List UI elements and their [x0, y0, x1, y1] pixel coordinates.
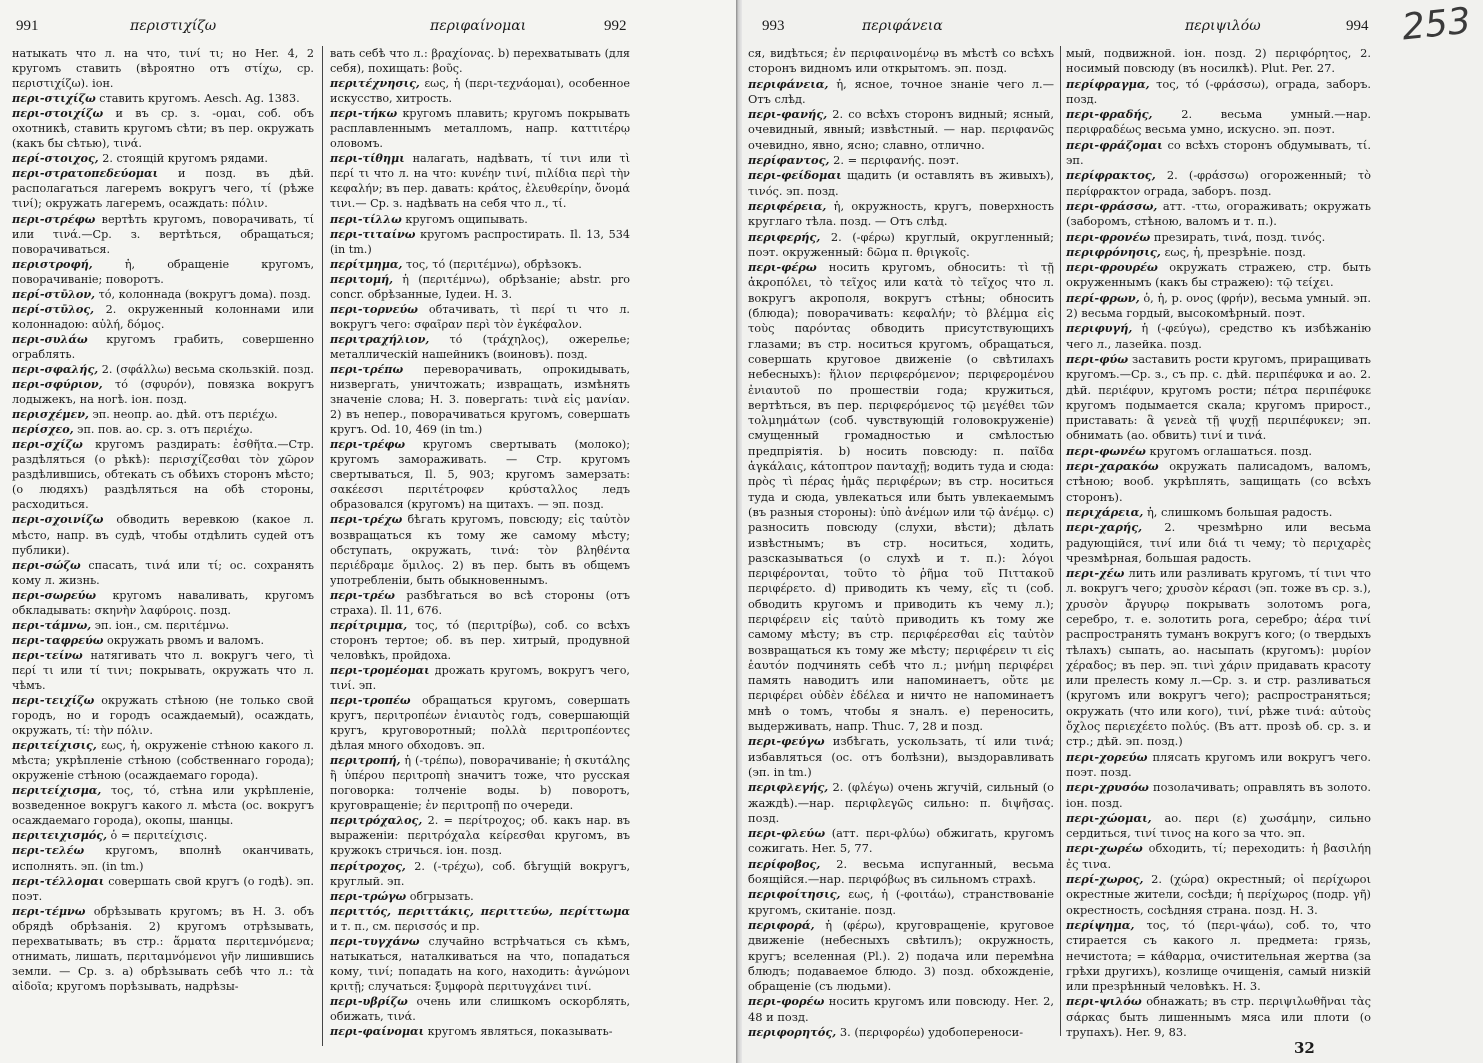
dictionary-entry — [12, 843, 314, 873]
dictionary-entry — [330, 859, 630, 889]
entry-definition: ся, видѣться; ἐν περιφαινομένῳ въ мѣстѣ со всѣхъ сторонъ видномъ или открытомъ. эп. позд. — [748, 46, 1054, 76]
entry-headword: περιτραχήλιον, — [330, 331, 430, 346]
entry-definition: ἡ, слишкомъ большая радость. — [1146, 504, 1333, 519]
dictionary-entry — [330, 889, 630, 904]
entry-headword: περιχάρεια, — [1066, 504, 1144, 519]
dictionary-entry — [330, 302, 630, 332]
entry-definition: (атт. περι-φλύω) обжигать, кругомъ сожигать. Her. 5, 77. — [748, 826, 1054, 856]
entry-definition: εως, ἡ (περι-τεχνάομαι), особенное искусство, хитрость. — [330, 77, 630, 106]
entry-headword: περι-χρυσόω — [1066, 780, 1149, 795]
entry-definition: случайно встрѣчаться съ кѣмъ, натыкаться, наталкиваться на что, попадаться кому, τινί; попадать на кого, находить: ἀγνώμονι κριτῇ; случаться: ξυμφορὰ περιτυγχάνει τινί. — [330, 934, 631, 993]
entry-headword: περι-χέω — [1066, 566, 1125, 581]
entry-definition: вать себѣ что л.: βραχίονας. b) перехватывать (для себя), похищать: βοῦς. — [330, 47, 630, 76]
entry-headword: περι-τρέφω — [330, 437, 406, 452]
dictionary-entry — [12, 106, 314, 151]
entry-headword: περί-στῡλος, — [12, 301, 95, 316]
entry-definition: щадить (и оставлять въ живыхъ), τινός. эп. позд. — [748, 168, 1055, 198]
entry-headword: περίτροχος, — [330, 858, 406, 873]
entry-definition: эп. неопр. ао. дѣй. отъ περιέχω. — [92, 408, 278, 422]
entry-headword: περιτρόχαλος, — [330, 813, 423, 828]
dictionary-entry — [1066, 872, 1371, 918]
entry-definition: τό, колоннада (вокругъ дома). позд. — [98, 287, 311, 301]
entry-definition: вертѣть кругомъ, поворачивать, τί или τινά.—Ср. з. вертѣться, обращаться; поворачиваться. — [12, 212, 314, 256]
entry-definition: 2. (χώρα) окрестный; οἱ περίχωροι окрестные жители, сосѣди; ἡ περίχωρος (подр. γῆ) окрестность, сосѣдняя страна. позд. Н. 3. — [1066, 872, 1372, 917]
dictionary-entry — [330, 106, 630, 151]
dictionary-entry — [330, 618, 630, 663]
dictionary-entry — [1066, 46, 1371, 77]
entry-definition: 2. окруженный колоннами или колоннадою: αὐλή, δόμος. — [12, 302, 314, 331]
entry-headword: περι-τίθημι — [330, 151, 405, 166]
dictionary-entry — [1066, 811, 1371, 842]
dictionary-entry — [12, 558, 314, 588]
right-column-2 — [1066, 46, 1371, 1040]
dictionary-entry — [1066, 505, 1371, 520]
left-column-2 — [330, 46, 630, 1039]
dictionary-entry — [330, 227, 630, 257]
dictionary-entry — [1066, 750, 1371, 781]
dictionary-entry — [330, 1024, 630, 1039]
entry-headword: περι-τέλλομαι — [12, 873, 105, 888]
dictionary-entry — [748, 199, 1054, 230]
entry-headword: περι-τυγχάνω — [330, 933, 420, 948]
entry-definition: кругомъ оглашаться. позд. — [1149, 443, 1313, 458]
left-page — [0, 0, 736, 1063]
entry-headword: περιτέχνησις, — [330, 76, 420, 91]
entry-headword: περιφερής, — [748, 229, 821, 244]
dictionary-entry — [748, 826, 1054, 857]
entry-definition: окружать стѣною (не только свой городъ, но и городъ осаждаемый), осаждать, окружать, τί: τὴν πόλιν. — [12, 694, 314, 738]
entry-definition: 2. (σφάλλω) весьма скользкій. позд. — [101, 362, 314, 376]
entry-headword: περι-ταφρεύω — [12, 632, 104, 647]
entry-headword: περισχέμεν, — [12, 407, 89, 422]
right-page — [742, 0, 1483, 1063]
entry-headword: περι-σχοινίζω — [12, 512, 104, 527]
dictionary-entry — [330, 813, 630, 858]
entry-definition: переворачивать, опрокидывать, низвергать, уничтожать; извращать, измѣнять значеніе слова; Н. 3. повергать: τινὰ εἰς μανίαν. 2) въ непер., поворачиваться кругомъ, совершать кругъ. Od. 10, 469 (in tm.) — [330, 362, 630, 437]
entry-definition: позолачивать; оправлять въ золото. іон. позд. — [1066, 780, 1371, 810]
entry-definition: ἡ (-τρέπω), поворачиваніе; ἡ σκυτάλης ἢ ὑπέρου περιτροπὴ значитъ тоже, что русская поговорка: толченіе воды. b) поворотъ, круговращеніе; ἐν περιτροπῇ по очереди. — [330, 754, 630, 813]
entry-headword: περι-τειχίζω — [12, 693, 95, 708]
entry-headword: περι-φρουρέω — [1066, 260, 1158, 275]
entry-headword: περι-συλάω — [12, 331, 88, 346]
dictionary-entry — [12, 287, 314, 302]
entry-headword: περί-στοιχος, — [12, 151, 99, 166]
entry-headword: περι-υβρίζω — [330, 993, 408, 1008]
dictionary-entry — [1066, 138, 1371, 169]
entry-definition: окружать рвомъ и валомъ. — [106, 633, 265, 647]
dictionary-entry — [12, 46, 314, 91]
entry-headword: περι-τήκω — [330, 106, 398, 121]
entry-definition: τος, τό (περιτέμνω), обрѣзокъ. — [405, 257, 582, 271]
entry-definition: атт. -ττω, огораживать; окружать (заборомъ, стѣною, валомъ и т. п.). — [1066, 198, 1371, 229]
entry-definition: ао. περι (ε) χωσάμην, сильно сердиться, τινί τινος на кого за что. эп. — [1066, 810, 1371, 841]
entry-headword: περιφάνεια, — [748, 76, 829, 91]
entry-headword: περι-φωνέω — [1066, 443, 1146, 458]
entry-headword: περιφορά, — [748, 917, 815, 932]
entry-headword: περί-χωρος, — [1066, 872, 1144, 887]
dictionary-entry — [12, 332, 314, 362]
entry-definition: спасать, τινά или τί; ос. сохранять кому л. жизнь. — [12, 558, 314, 587]
dictionary-entry — [1066, 168, 1371, 199]
entry-headword: περιτροπή, — [330, 753, 401, 768]
dictionary-entry — [1066, 260, 1371, 291]
dictionary-entry — [330, 46, 630, 76]
entry-headword: περιστροφή, — [12, 256, 93, 271]
entry-definition: 2. = περιφανής. поэт. — [833, 153, 960, 168]
entry-definition: носить кругомъ или повсюду. Her. 2, 48 и позд. — [748, 994, 1054, 1024]
entry-definition: 2. весьма испуганный, весьма боящійся.—нар. περιφόβως въ сильномъ страхѣ. — [748, 856, 1054, 887]
dictionary-entry — [330, 753, 630, 813]
dictionary-entry — [330, 934, 630, 994]
entry-definition: обнажать; въ стр. περιψιλωθῆναι τὰς σάρκας быть лишеннымъ мяса или плоти (о трупахъ). Her. 9, 83. — [1066, 994, 1371, 1039]
dictionary-entry — [1066, 77, 1371, 108]
entry-headword: περι-τάμνω, — [12, 617, 92, 632]
dictionary-entry — [748, 77, 1054, 108]
dictionary-entry — [12, 648, 314, 693]
entry-headword: περι-τροπέω — [330, 693, 411, 708]
entry-headword: περι-τορνεύω — [330, 301, 418, 316]
entry-definition: натягивать что л. вокругъ чего, τὶ περί τι или τί τινι; покрывать, окружать что л. чѣмъ. — [12, 648, 314, 692]
entry-definition: ὁ = περιτείχισις. — [110, 829, 208, 843]
entry-definition: заставить рости кругомъ, приращивать кругомъ.—Ср. з., съ пр. с. дѣй. περιπέφυκα и ао. 2. дѣй. περιέφυν, кругомъ рости; πέτρα περιπέφυκε кругомъ подымается скала; кругомъ прирост., приставать: ἃ γενεὰ τῇ ψυχῇ περιπέφυκεν; эп. обнимать (ао. обвить) τινί и τινά. — [1066, 351, 1371, 443]
dictionary-entry — [748, 46, 1054, 77]
entry-definition: 2. (-φράσσω) огороженный; τὸ περίφρακτον ограда, заборъ. позд. — [1066, 168, 1372, 198]
entry-headword: περίφοβος, — [748, 856, 821, 871]
entry-headword: περίφρακτος, — [1066, 168, 1156, 183]
handwritten-page-number: 253 — [1400, 0, 1473, 49]
entry-headword: περι-τίλλω — [330, 211, 402, 226]
entry-headword: περι-φραδής, — [1066, 107, 1153, 122]
dictionary-entry — [748, 857, 1054, 888]
entry-definition: τος, τό (-φράσσω), ограда, заборъ. позд. — [1066, 76, 1371, 106]
entry-definition: дрожать кругомъ, вокругъ чего, τινί. эп. — [330, 663, 630, 692]
entry-definition: и позд. въ дѣй. располагаться лагеремъ вокругъ чего, τί (рѣже τινί); окружать лагеремъ, осаждать: πόλιν. — [12, 167, 314, 211]
entry-headword: περιφρόνησις, — [1066, 244, 1161, 259]
entry-headword: περι-ψιλόω — [1066, 994, 1142, 1009]
dictionary-entry — [1066, 459, 1371, 505]
entry-definition: кругомъ грабить, совершенно ограблять. — [12, 332, 314, 361]
entry-headword: περι-φανής, — [748, 107, 828, 122]
entry-headword: περι-τρέπω — [330, 361, 404, 376]
entry-definition: 2. весьма умный.—нар. περιφραδέως весьма умно, искусно. эп. поэт. — [1066, 107, 1371, 137]
dictionary-entry — [12, 166, 314, 211]
page-number-994: 994 — [1346, 18, 1369, 34]
entry-headword: περιφορητός, — [748, 1025, 837, 1039]
entry-headword: περι-χορεύω — [1066, 749, 1148, 764]
dictionary-entry — [330, 512, 630, 587]
entry-definition: τος, τό (περι-ψάω), соб. то, что стирается съ какого л. предмета: грязь, нечистота; = κάθαρμα, очистительная жертва (за грѣхи другихъ), козлище очищенія, самый низкій или презрѣнный человѣкъ. Н. 3. — [1066, 917, 1371, 994]
dictionary-entry — [1066, 291, 1371, 322]
entry-definition: очень или слишкомъ оскорблять, обижать, τινά. — [330, 994, 630, 1023]
entry-definition: кругомъ являться, показывать- — [427, 1025, 613, 1039]
entry-definition: τος, τό (περιτρίβω), соб. со всѣхъ сторонъ тертое; об. въ пер. хитрый, продувной человѣкъ, пройдоха. — [330, 618, 631, 662]
dictionary-entry — [1066, 918, 1371, 994]
running-head-right-b: περιψιλόω — [1185, 18, 1261, 34]
dictionary-entry — [1066, 841, 1371, 872]
entry-headword: περιφυγή, — [1066, 321, 1133, 336]
entry-definition: 2. (φλέγω) очень жгучій, сильный (о жаждѣ).—нар. περιφλεγῶς сильно: π. διψῆσας. позд. — [748, 780, 1054, 825]
entry-headword: περίφραγμα, — [1066, 76, 1150, 91]
entry-headword: περί-φρων, — [1066, 290, 1140, 305]
dictionary-entry — [330, 904, 630, 934]
entry-definition: обгрызать. — [409, 889, 474, 903]
entry-headword: περιτείχισμα, — [12, 783, 102, 798]
page-number-992: 992 — [604, 18, 627, 34]
entry-headword: περι-φαίνομαι — [330, 1024, 425, 1039]
dictionary-entry — [748, 780, 1054, 826]
entry-headword: περι-στοιχίζω — [12, 106, 104, 121]
entry-definition: ставить кругомъ. Aesch. Ag. 1383. — [99, 92, 300, 106]
entry-definition: εως, ἡ (-φοιτάω), странствованіе кругомъ, скитаніе. позд. — [748, 887, 1054, 917]
entry-definition: кругомъ ощипывать. — [405, 212, 528, 226]
column-divider — [1060, 46, 1061, 1036]
running-head-left-a: περιστιχίζω — [130, 18, 217, 34]
entry-definition: кругомъ раздирать: ἐσθῆτα.—Стр. раздѣляться (о рѣкѣ): περισχίζεσθαι τὸν χῶρον раздѣлившись, обтекать съ обѣихъ сторонъ мѣсто; (о людяхъ) раздѣляться на обѣ стороны, расходиться. — [12, 438, 314, 512]
entry-headword: περι-χώομαι, — [1066, 810, 1152, 825]
dictionary-entry — [748, 887, 1054, 918]
entry-headword: περιτειχισμός, — [12, 828, 107, 843]
dictionary-entry — [748, 1025, 1054, 1040]
entry-definition: кругомъ свертывать (молоко); кругомъ замораживать. — Стр. кругомъ свертываться, Il. 5, 903; кругомъ замерзать: σακέεσσι περιτέτροφεν κρύσταλλος ледъ образовался (кругомъ) на щитахъ. — эп. позд. — [330, 438, 630, 512]
entry-definition: τό (σφυρόν), повязка вокругъ лодыжекъ, на ногѣ. іон. позд. — [12, 378, 314, 407]
entry-headword: περι-σφύριον, — [12, 377, 103, 392]
entry-definition: ἡ, обращеніе кругомъ, поворачиваніе; поворотъ. — [12, 257, 314, 286]
entry-headword: περίτμημα, — [330, 256, 403, 271]
entry-definition: кругомъ плавить; кругомъ покрывать расплавленнымъ металломъ, напр. καττιτέρῳ оловомъ. — [330, 107, 630, 151]
entry-headword: περίτριμμα, — [330, 617, 408, 632]
dictionary-entry — [1066, 107, 1371, 138]
entry-definition: носить кругомъ, обносить: τὶ τῇ ἀκροπόλει, τὸ τεῖχος или κατὰ τὸ τεῖχος что л. вокругъ акрополя, вокругъ стѣны; обносить (блюда); поворачивать: κεφαλήν; τὸ βλέμμα εἰς τοὺς παρόντας обводить присутствующихъ глазами; въ стр. носиться кругомъ, обращаться, совершать круговое движеніе (о свѣтилахъ небесныхъ): ἥλιον περιφερόμενον; περιφερομένου ἐνιαυτοῦ по прошествіи года; кружиться, вертѣться, въ пер. περιφερόμενος τῷ μεγέθει τῶν τολμημάτων (соб. чувствующій головокруженіе) смущенный громадностью и смѣлостью предпріятія. b) носить повсюду: π. παῖδα ἀγκάλαις, κάτοπτρον πανταχῇ; водить туда и сюда: πρὸς τὶ πέρας ἡμᾶς περιφέρων; въ стр. носиться туда и сюда, увлекаться или быть увлекаемымъ (въ разныя стороны): ὑπὸ ἀνέμων или τῷ ἀνέμῳ. с) разносить повсюду (слухи, вѣсти); дѣлать извѣстнымъ; въ стр. носиться, ходить, разсказываться (о слухѣ и т. п.): λόγοι περιφέρονται, τοῦτο τὸ ῥῆμα τοῦ Πιττακοῦ περιφέρετο. d) приводить къ чему, εἴς τι (соб. обводить кругомъ и приводить къ чему л.); περιφέρειν εἰς ταὐτὸ приводить къ тому же самому мѣсту; въ стр. περιφέρεσθαι εἰς ταὐτὸν возвращаться къ тому же мѣсту; περιφέρειν τι εἰς ἑαυτόν подчинять себѣ что л.; μνήμη περιφέρει память наводитъ или напоминаетъ, οὔτε με περιφέρει οὐδὲν ἐδέλεα и ничто не напоминаетъ мнѣ о томъ, чтобы я зналъ. e) переносить, выдерживать, напр. Thuc. 7, 28 и позд. — [748, 260, 1054, 734]
right-column-1 — [748, 46, 1054, 1040]
entry-definition: натыкать что л. на что, τινί τι; но Her. 4, 2 кругомъ ставить (вѣроятно отъ στίχω, ср. περιστιχίζω). іон. — [12, 47, 314, 91]
dictionary-entry — [12, 588, 314, 618]
dictionary-entry — [1066, 352, 1371, 444]
dictionary-entry — [12, 377, 314, 407]
dictionary-entry — [330, 212, 630, 227]
entry-headword: περι-τρομέομαι — [330, 662, 430, 677]
dictionary-entry — [12, 783, 314, 828]
entry-headword: περι-σωρεύω — [12, 587, 97, 602]
entry-headword: περι-τιταίνω — [330, 226, 416, 241]
entry-headword: περιτείχισις, — [12, 738, 97, 753]
dictionary-entry — [12, 302, 314, 332]
entry-headword: περιφοίτησις, — [748, 887, 841, 902]
dictionary-entry — [330, 272, 630, 302]
entry-definition: обводить веревкою (какое л. мѣсто, напр. въ судѣ, чтобы отдѣлить судей отъ публики). — [12, 513, 314, 557]
entry-definition: и въ ср. з. -ομαι, соб. объ охотникѣ, ставить кругомъ сѣти; въ пер. окружать (какъ бы сѣтью), τινά. — [12, 107, 314, 151]
dictionary-entry — [1066, 566, 1371, 750]
entry-definition: 2. = περίτροχος; об. какъ нар. въ выраженіи: περιτρόχαλα κείρεσθαι кругомъ, въ кружокъ стричься. іон. позд. — [330, 814, 631, 858]
entry-definition: ἡ, окружность, кругъ, поверхность круглаго тѣла. позд. — Отъ слѣд. — [748, 198, 1054, 229]
dictionary-entry — [748, 918, 1054, 994]
entry-definition: эп. пов. ао. ср. з. отъ περιέχω. — [77, 423, 253, 437]
dictionary-entry — [1066, 321, 1371, 352]
entry-definition: 2. (-τρέχω), соб. бѣгущій вокругъ, круглый. эп. — [330, 859, 630, 888]
entry-headword: περι-χαρής, — [1066, 520, 1143, 535]
dictionary-entry — [1066, 520, 1371, 566]
entry-headword: περί-στῡλον, — [12, 286, 95, 301]
dictionary-entry — [12, 362, 314, 377]
entry-headword: περι-στρατοπεδεύομαι — [12, 166, 158, 181]
dictionary-entry — [748, 107, 1054, 153]
dictionary-entry — [12, 91, 314, 106]
dictionary-entry — [12, 828, 314, 843]
entry-headword: περι-φράσσω, — [1066, 198, 1158, 213]
dictionary-entry — [1066, 230, 1371, 245]
entry-headword: περι-τρώγω — [330, 888, 407, 903]
entry-definition: обращаться кругомъ, совершать кругъ, περιτροπέων ἐνιαυτὸς годъ, совершающій кругъ, круговоротный; πολλὰ περιτροπέοντες дѣлая много обходовъ. эп. — [330, 694, 630, 753]
entry-headword: περι-σχίζω — [12, 437, 83, 452]
entry-headword: περι-φρονέω — [1066, 229, 1151, 244]
dictionary-entry — [12, 407, 314, 422]
dictionary-entry — [330, 663, 630, 693]
dictionary-entry — [12, 257, 314, 287]
dictionary-entry — [748, 994, 1054, 1025]
dictionary-entry — [330, 332, 630, 362]
dictionary-entry — [12, 151, 314, 166]
page-number-991: 991 — [16, 18, 39, 34]
entry-headword: περι-φλεύω — [748, 826, 826, 841]
entry-definition: кругомъ, вполнѣ оканчивать, исполнять. эп. (in tm.) — [12, 844, 314, 873]
entry-headword: περιφλεγής, — [748, 780, 829, 795]
entry-headword: περι-τρέω — [330, 587, 395, 602]
dictionary-entry — [330, 588, 630, 618]
entry-definition: 2. стоящій кругомъ рядами. — [102, 152, 268, 166]
entry-definition: обрѣзывать кругомъ; въ Н. 3. объ обрядѣ обрѣзанія. 2) кругомъ отрѣзывать, перехватывать; въ стр.: ἅρματα περιτεμνόμενα; отнимать, лишать, περιταμνόμενοι γῆν лишившись земли. — Ср. з. а) обрѣзывать себѣ что л.: τὰ αἰδοῖα; кругомъ порѣзывать, надрѣзы- — [12, 904, 314, 993]
entry-definition: со всѣхъ сторонъ обдумывать, τί. эп. — [1066, 137, 1371, 168]
entry-headword: περίφαντος, — [748, 153, 830, 168]
entry-definition: 3. (περιφορέω) удобопереноси- — [839, 1025, 1024, 1039]
entry-definition: налагать, надѣвать, τί τινι или τὶ περί τι что л. на что: κυνέην τινί, πιλίδια περὶ τὴν κεφαλήν; въ пер. давать: κράτος, ἐλευθερίην, ὄνομά τινι.— Ср. з. надѣвать на себя что л., τί. — [330, 152, 630, 211]
entry-definition: ἡ (φέρω), круговращеніе, круговое движеніе (небесныхъ свѣтилъ); окружность, кругъ; вселенная (Pl.). 2) подача или перемѣна блюдъ; подаваемое блюдо. 3) позд. обхожденіе, обращеніе (съ людьми). — [748, 917, 1054, 994]
dictionary-entry — [330, 362, 630, 437]
running-head-right-a: περιφάνεια — [862, 18, 943, 34]
entry-headword: περι-χωρέω — [1066, 841, 1143, 856]
entry-headword: περι-φεύγω — [748, 734, 825, 749]
dictionary-entry — [748, 153, 1054, 168]
entry-definition: разбѣгаться во всѣ стороны (отъ страха). Il. 11, 676. — [330, 588, 630, 617]
entry-definition: избѣгать, ускользать, τί или τινά; избавляться (ос. отъ болѣзни), выздоравливать (эп. in tm.) — [748, 734, 1054, 779]
entry-definition: и т. п., см. περισσός и пр. — [330, 919, 480, 933]
entry-headword: περι-χαρακόω — [1066, 459, 1159, 474]
entry-headword: περι-φύω — [1066, 351, 1129, 366]
dictionary-entry — [12, 904, 314, 994]
entry-definition: окружать палисадомъ, валомъ, стѣною; вооб. укрѣплять, защищать (со всѣхъ сторонъ). — [1066, 459, 1371, 504]
page-number-993: 993 — [762, 18, 785, 34]
entry-definition: презирать, τινά, позд. τινός. — [1153, 229, 1326, 244]
dictionary-entry — [748, 230, 1054, 261]
dictionary-entry — [330, 437, 630, 512]
entry-headword: περι-τείνω — [12, 647, 83, 662]
entry-definition: τος, τό, стѣна или укрѣпленіе, возведенное вокругъ какого л. мѣста (ос. вокругъ осаждаемаго города), окопы, шанцы. — [12, 784, 314, 828]
dictionary-entry — [12, 693, 314, 738]
entry-definition: ἡ, ясное, точное знаніе чего л.— Отъ слѣд. — [748, 76, 1054, 106]
entry-definition: плясать кругомъ или вокругъ чего. поэт. позд. — [1066, 749, 1372, 779]
entry-headword: περι-τέμνω — [12, 903, 86, 918]
entry-definition: обтачивать, τὶ περί τι что л. вокругъ чего: σφαῖραν περὶ τὸν ἐγκέφαλον. — [330, 302, 630, 331]
entry-definition: совершать свой кругъ (о годѣ). эп. поэт. — [12, 874, 314, 903]
entry-definition: 2. (-φέρω) круглый, округленный; поэт. окруженный: δῶμα π. θριγκοῖς. — [748, 229, 1054, 259]
dictionary-entry — [12, 422, 314, 437]
entry-definition: кругомъ распростирать. Il. 13, 534 (in tm.) — [330, 227, 630, 256]
dictionary-entry — [12, 512, 314, 557]
entry-definition: ὁ, ἡ, р. ονος (φρήν), весьма умный. эп. 2) весьма гордый, высокомѣрный. поэт. — [1066, 290, 1371, 321]
entry-headword: περι-στιχίζω — [12, 91, 96, 106]
entry-definition: мый, подвижной. іон. позд. 2) περιφόρητος, 2. носимый повсюду (въ носилкѣ). Plut. Per. 27. — [1066, 46, 1371, 76]
entry-definition: лить или разливать кругомъ, τί τινι что л. вокругъ чего; χρυσὸν κέρασι (эп. тоже въ ср. з.), χρυσὸν ἄργυρῳ покрывать золотомъ рога, серебро, т. е. золотить рога, серебро; ἀέρα τινί распространять туманъ вокругъ кого; (о твердыхъ тѣлахъ) сыпать, ао. насыпать (кругомъ): μυρίον χέραδος; въ пер. эп. τινὶ χάριν придавать красоту или прелесть кому л.—Ср. з. и стр. разливаться (кругомъ или вокругъ чего); распространяться; окружать (что или кого), τινί, рѣже τινά: αὐτοὺς ὄχλος περιεχέετο πολύς. (Въ атт. прозѣ об. ср. з. и стр.; дѣй. эп. позд.) — [1066, 566, 1372, 749]
entry-headword: περίσχεο, — [12, 422, 74, 437]
dictionary-entry — [12, 633, 314, 648]
entry-definition: окружать стражею, стр. быть окруженнымъ (какъ бы стражею): τῷ τείχει. — [1066, 260, 1371, 290]
entry-definition: 2. чрезмѣрно или весьма радующійся, τινί или διά τι чему; τὸ περιχαρὲς чрезмѣрная, большая радость. — [1066, 520, 1371, 565]
entry-headword: περι-σφαλής, — [12, 361, 99, 376]
entry-headword: περιτομή, — [330, 271, 394, 286]
dictionary-entry — [12, 738, 314, 783]
column-divider — [322, 46, 323, 1046]
dictionary-entry — [330, 76, 630, 106]
entry-headword: περιφέρεια, — [748, 198, 827, 213]
entry-headword: περι-τρέχω — [330, 512, 403, 527]
dictionary-entry — [1066, 994, 1371, 1040]
entry-definition: обходить, τί; переходить: ἡ βασιλήη ἐς τινα. — [1066, 841, 1372, 871]
entry-headword: περι-τελέω — [12, 843, 85, 858]
entry-definition: 2. со всѣхъ сторонъ видный; ясный, очевидный, явный; извѣстный. — нар. περιφανῶς очевидно, явно, ясно; славно, отлично. — [748, 107, 1054, 152]
entry-definition: τό (τράχηλος), ожерелье; металлическій нашейникъ (воиновъ). позд. — [330, 332, 630, 361]
dictionary-entry — [1066, 245, 1371, 260]
dictionary-entry — [748, 168, 1054, 199]
entry-headword: περι-φέρω — [748, 260, 817, 275]
entry-headword: περι-φείδομαι — [748, 168, 842, 183]
entry-headword: περι-φορέω — [748, 994, 825, 1009]
entry-headword: περι-σώζω — [12, 557, 81, 572]
entry-definition: εως, ἡ, окруженіе стѣною какого л. мѣста; укрѣпленіе стѣною (собственнаго города); окруженіе стѣною (осаждаемаго города). — [12, 739, 314, 783]
dictionary-entry — [1066, 780, 1371, 811]
dictionary-entry — [12, 874, 314, 904]
dictionary-entry — [1066, 199, 1371, 230]
entry-definition: кругомъ наваливать, кругомъ обкладывать: σκηνὴν λαφύροις. позд. — [12, 588, 314, 617]
entry-headword: περιττός, περιττάκις, περιττεύω, περίττωμα — [330, 903, 630, 918]
dictionary-entry — [12, 212, 314, 257]
dictionary-entry — [330, 994, 630, 1024]
dictionary-entry — [330, 693, 630, 753]
dictionary-entry — [12, 437, 314, 512]
entry-definition: ἡ (-φεύγω), средство къ избѣжанію чего л., лазейка. позд. — [1066, 321, 1371, 351]
entry-headword: περι-φράζομαι — [1066, 137, 1163, 152]
entry-definition: эп. іон., см. περιτέμνω. — [94, 618, 229, 632]
dictionary-entry — [330, 151, 630, 211]
entry-definition: ἡ (περιτέμνω), обрѣзаніе; abstr. pro concr. обрѣзанные, Іудеи. Н. 3. — [330, 272, 630, 301]
dictionary-entry — [12, 618, 314, 633]
running-head-left-b: περιφαίνομαι — [430, 18, 527, 34]
dictionary-entry — [748, 260, 1054, 734]
entry-definition: бѣгать кругомъ, повсюду; εἰς ταὐτὸν возвращаться къ тому же самому мѣсту; обступать, окружать, τινά: τὸν βληθέντα περιέδραμε ὅμιλος. 2) въ пер. быть въ общемъ употребленіи, быть обыкновеннымъ. — [330, 513, 631, 587]
entry-definition: εως, ἡ, презрѣніе. позд. — [1164, 244, 1306, 259]
dictionary-entry — [748, 734, 1054, 780]
dictionary-entry — [1066, 444, 1371, 459]
entry-headword: περίψημα, — [1066, 917, 1135, 932]
left-column-1 — [12, 46, 314, 994]
dictionary-entry — [330, 257, 630, 272]
signature-mark: 32 — [1294, 1039, 1315, 1057]
entry-headword: περι-στρέφω — [12, 211, 96, 226]
